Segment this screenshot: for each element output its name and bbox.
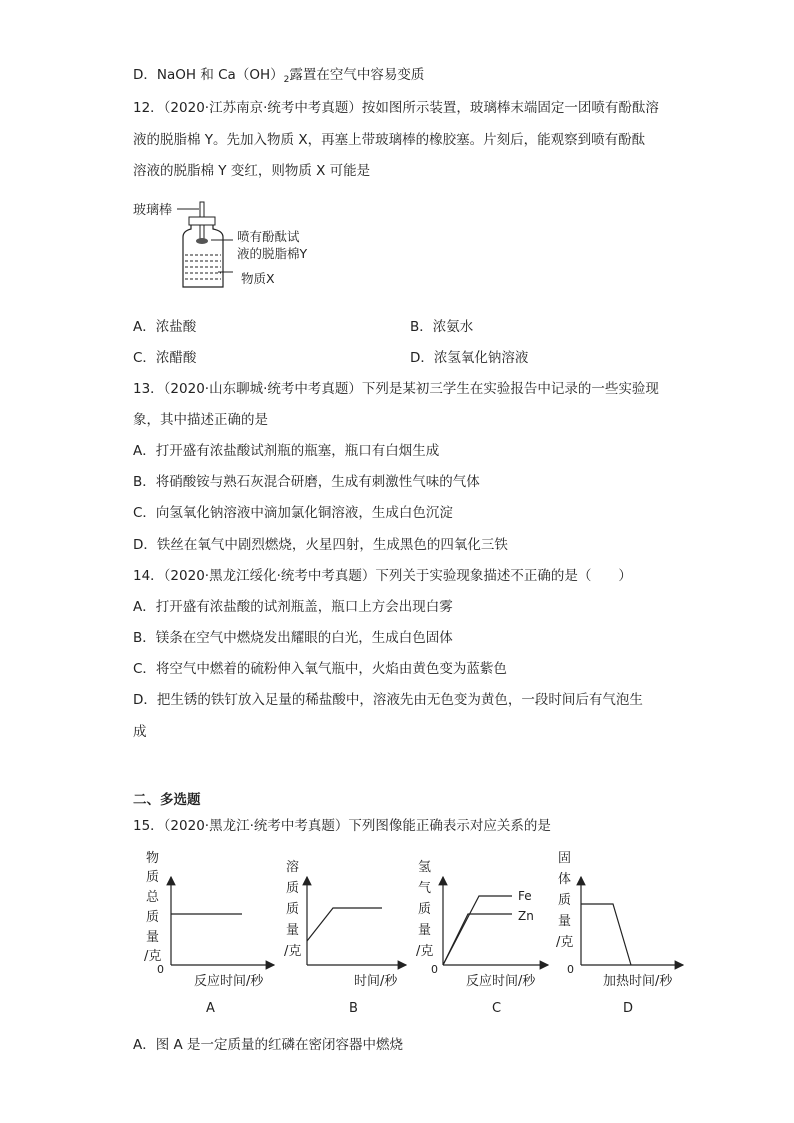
q12-stem-line-1: 12．（2020·江苏南京·统考中考真题）按如图所示装置，玻璃棒末端固定一团喷有酚酞溶 xyxy=(133,100,659,116)
cotton-y xyxy=(196,238,208,244)
q12-option-b: B．浓氨水 xyxy=(410,319,474,335)
q13-stem-line-2: 象，其中描述正确的是 xyxy=(133,412,268,428)
rubber-stopper xyxy=(189,217,215,225)
graph-b-ylabel xyxy=(284,859,301,959)
graph-a-ylabel-char-5: 量 xyxy=(146,930,160,945)
graph-c-origin: 0 xyxy=(431,963,438,976)
liquid-x xyxy=(185,255,221,279)
q14-option-a: A．打开盛有浓盐酸的试剂瓶盖，瓶口上方会出现白雾 xyxy=(133,599,453,615)
graph-c-fe-label: Fe xyxy=(518,889,532,903)
q15-stem: 15．（2020·黑龙江·统考中考真题）下列图像能正确表示对应关系的是 xyxy=(133,818,551,834)
graph-d-curve xyxy=(581,904,631,965)
cotton-label-1: 喷有酚酞试 xyxy=(237,229,300,244)
graph-b-ylabel-char-3: 质 xyxy=(286,902,300,917)
graph-d-ylabel-char-2: 体 xyxy=(558,872,572,887)
graph-d xyxy=(555,845,690,1020)
q13-option-a: A．打开盛有浓盐酸试剂瓶的瓶塞，瓶口有白烟生成 xyxy=(133,443,440,459)
graph-d-ylabel-char-1: 固 xyxy=(558,851,572,866)
graph-d-ylabel-char-5: /克 xyxy=(556,935,574,950)
graph-a-ylabel-char-3: 总 xyxy=(146,890,160,905)
graph-a-ylabel-char-1: 物 xyxy=(146,851,160,866)
q13-option-b: B．将硝酸铵与熟石灰混合研磨，生成有刺激性气味的气体 xyxy=(133,474,480,490)
graph-d-caption: D xyxy=(623,1001,634,1016)
graph-d-ylabel xyxy=(556,851,573,950)
graph-d-ylabel-char-3: 质 xyxy=(558,893,572,908)
q12-stem-line-3: 溶液的脱脂棉 Y 变红，则物质 X 可能是 xyxy=(133,163,371,179)
substance-label: 物质X xyxy=(241,271,275,286)
graph-b-curve xyxy=(307,908,382,941)
graph-a xyxy=(140,845,280,1020)
q13-option-d: D．铁丝在氧气中剧烈燃烧，火星四射，生成黑色的四氧化三铁 xyxy=(133,537,508,553)
graph-b-ylabel-char-2: 质 xyxy=(286,881,300,896)
q14-option-d-line-1: D．把生锈的铁钉放入足量的稀盐酸中，溶液先由无色变为黄色，一段时间后有气泡生 xyxy=(133,692,643,708)
q13-option-c: C．向氢氧化钠溶液中滴加氯化铜溶液，生成白色沉淀 xyxy=(133,505,453,521)
q12-option-d: D．浓氢氧化钠溶液 xyxy=(410,350,529,366)
graph-c xyxy=(412,845,557,1020)
graph-a-ylabel-char-2: 质 xyxy=(146,870,160,885)
graph-b xyxy=(282,845,412,1020)
q11-option-d xyxy=(133,66,424,89)
apparatus-diagram xyxy=(133,197,333,297)
graph-a-origin: 0 xyxy=(157,963,164,976)
graph-c-ylabel-char-3: 质 xyxy=(418,902,432,917)
graph-c-fe-line xyxy=(443,896,512,965)
cotton-label-2: 液的脱脂棉Y xyxy=(237,246,308,261)
section-heading-multi-choice: 二、多选题 xyxy=(133,792,201,808)
graph-c-ylabel-char-5: /克 xyxy=(416,944,434,959)
graph-c-ylabel-char-2: 气 xyxy=(418,881,432,896)
q13-stem-line-1: 13．（2020·山东聊城·统考中考真题）下列是某初三学生在实验报告中记录的一些实验现 xyxy=(133,381,659,397)
q12-stem-line-2: 液的脱脂棉 Y。先加入物质 X，再塞上带玻璃棒的橡胶塞。片刻后，能观察到喷有酚酞 xyxy=(133,132,646,148)
q14-option-b: B．镁条在空气中燃烧发出耀眼的白光，生成白色固体 xyxy=(133,630,453,646)
graph-b-ylabel-char-1: 溶 xyxy=(286,860,300,875)
graph-a-ylabel xyxy=(144,850,161,964)
graph-b-caption: B xyxy=(349,1001,358,1016)
q14-option-c: C．将空气中燃着的硫粉伸入氧气瓶中，火焰由黄色变为蓝紫色 xyxy=(133,661,507,677)
graph-a-ylabel-char-6: /克 xyxy=(144,949,162,964)
q14-option-d-line-2: 成 xyxy=(133,724,147,740)
graph-c-caption: C xyxy=(492,1001,502,1016)
graph-c-ylabel-char-1: 氢 xyxy=(418,860,432,875)
graph-a-xlabel: 反应时间/秒 xyxy=(194,974,264,989)
graph-d-origin: 0 xyxy=(567,963,574,976)
graph-c-xlabel: 反应时间/秒 xyxy=(466,974,536,989)
q15-option-a: A．图 A 是一定质量的红磷在密闭容器中燃烧 xyxy=(133,1037,404,1053)
graph-c-ylabel xyxy=(416,860,433,959)
subscript-2: 2 xyxy=(283,75,290,85)
graph-c-zn-label: Zn xyxy=(518,909,534,923)
q11-option-d-text: D．NaOH 和 Ca（OH） xyxy=(133,67,284,83)
graph-c-ylabel-char-4: 量 xyxy=(418,923,432,938)
graph-a-ylabel-char-4: 质 xyxy=(146,910,160,925)
graph-b-xlabel: 时间/秒 xyxy=(354,974,398,989)
q12-option-c: C．浓醋酸 xyxy=(133,350,197,366)
q11-option-d-tail: 露置在空气中容易变质 xyxy=(289,67,425,83)
graph-d-xlabel: 加热时间/秒 xyxy=(603,974,673,989)
graph-c-zn-line xyxy=(443,914,512,965)
graph-d-ylabel-char-4: 量 xyxy=(558,914,572,929)
q12-option-a: A．浓盐酸 xyxy=(133,319,197,335)
graph-b-ylabel-char-4: 量 xyxy=(286,923,300,938)
graph-a-caption: A xyxy=(206,1001,215,1016)
q14-stem: 14．（2020·黑龙江绥化·统考中考真题）下列关于实验现象描述不正确的是（ ） xyxy=(133,568,632,584)
rod-label: 玻璃棒 xyxy=(133,203,173,218)
graph-b-ylabel-char-5: /克 xyxy=(284,944,302,959)
